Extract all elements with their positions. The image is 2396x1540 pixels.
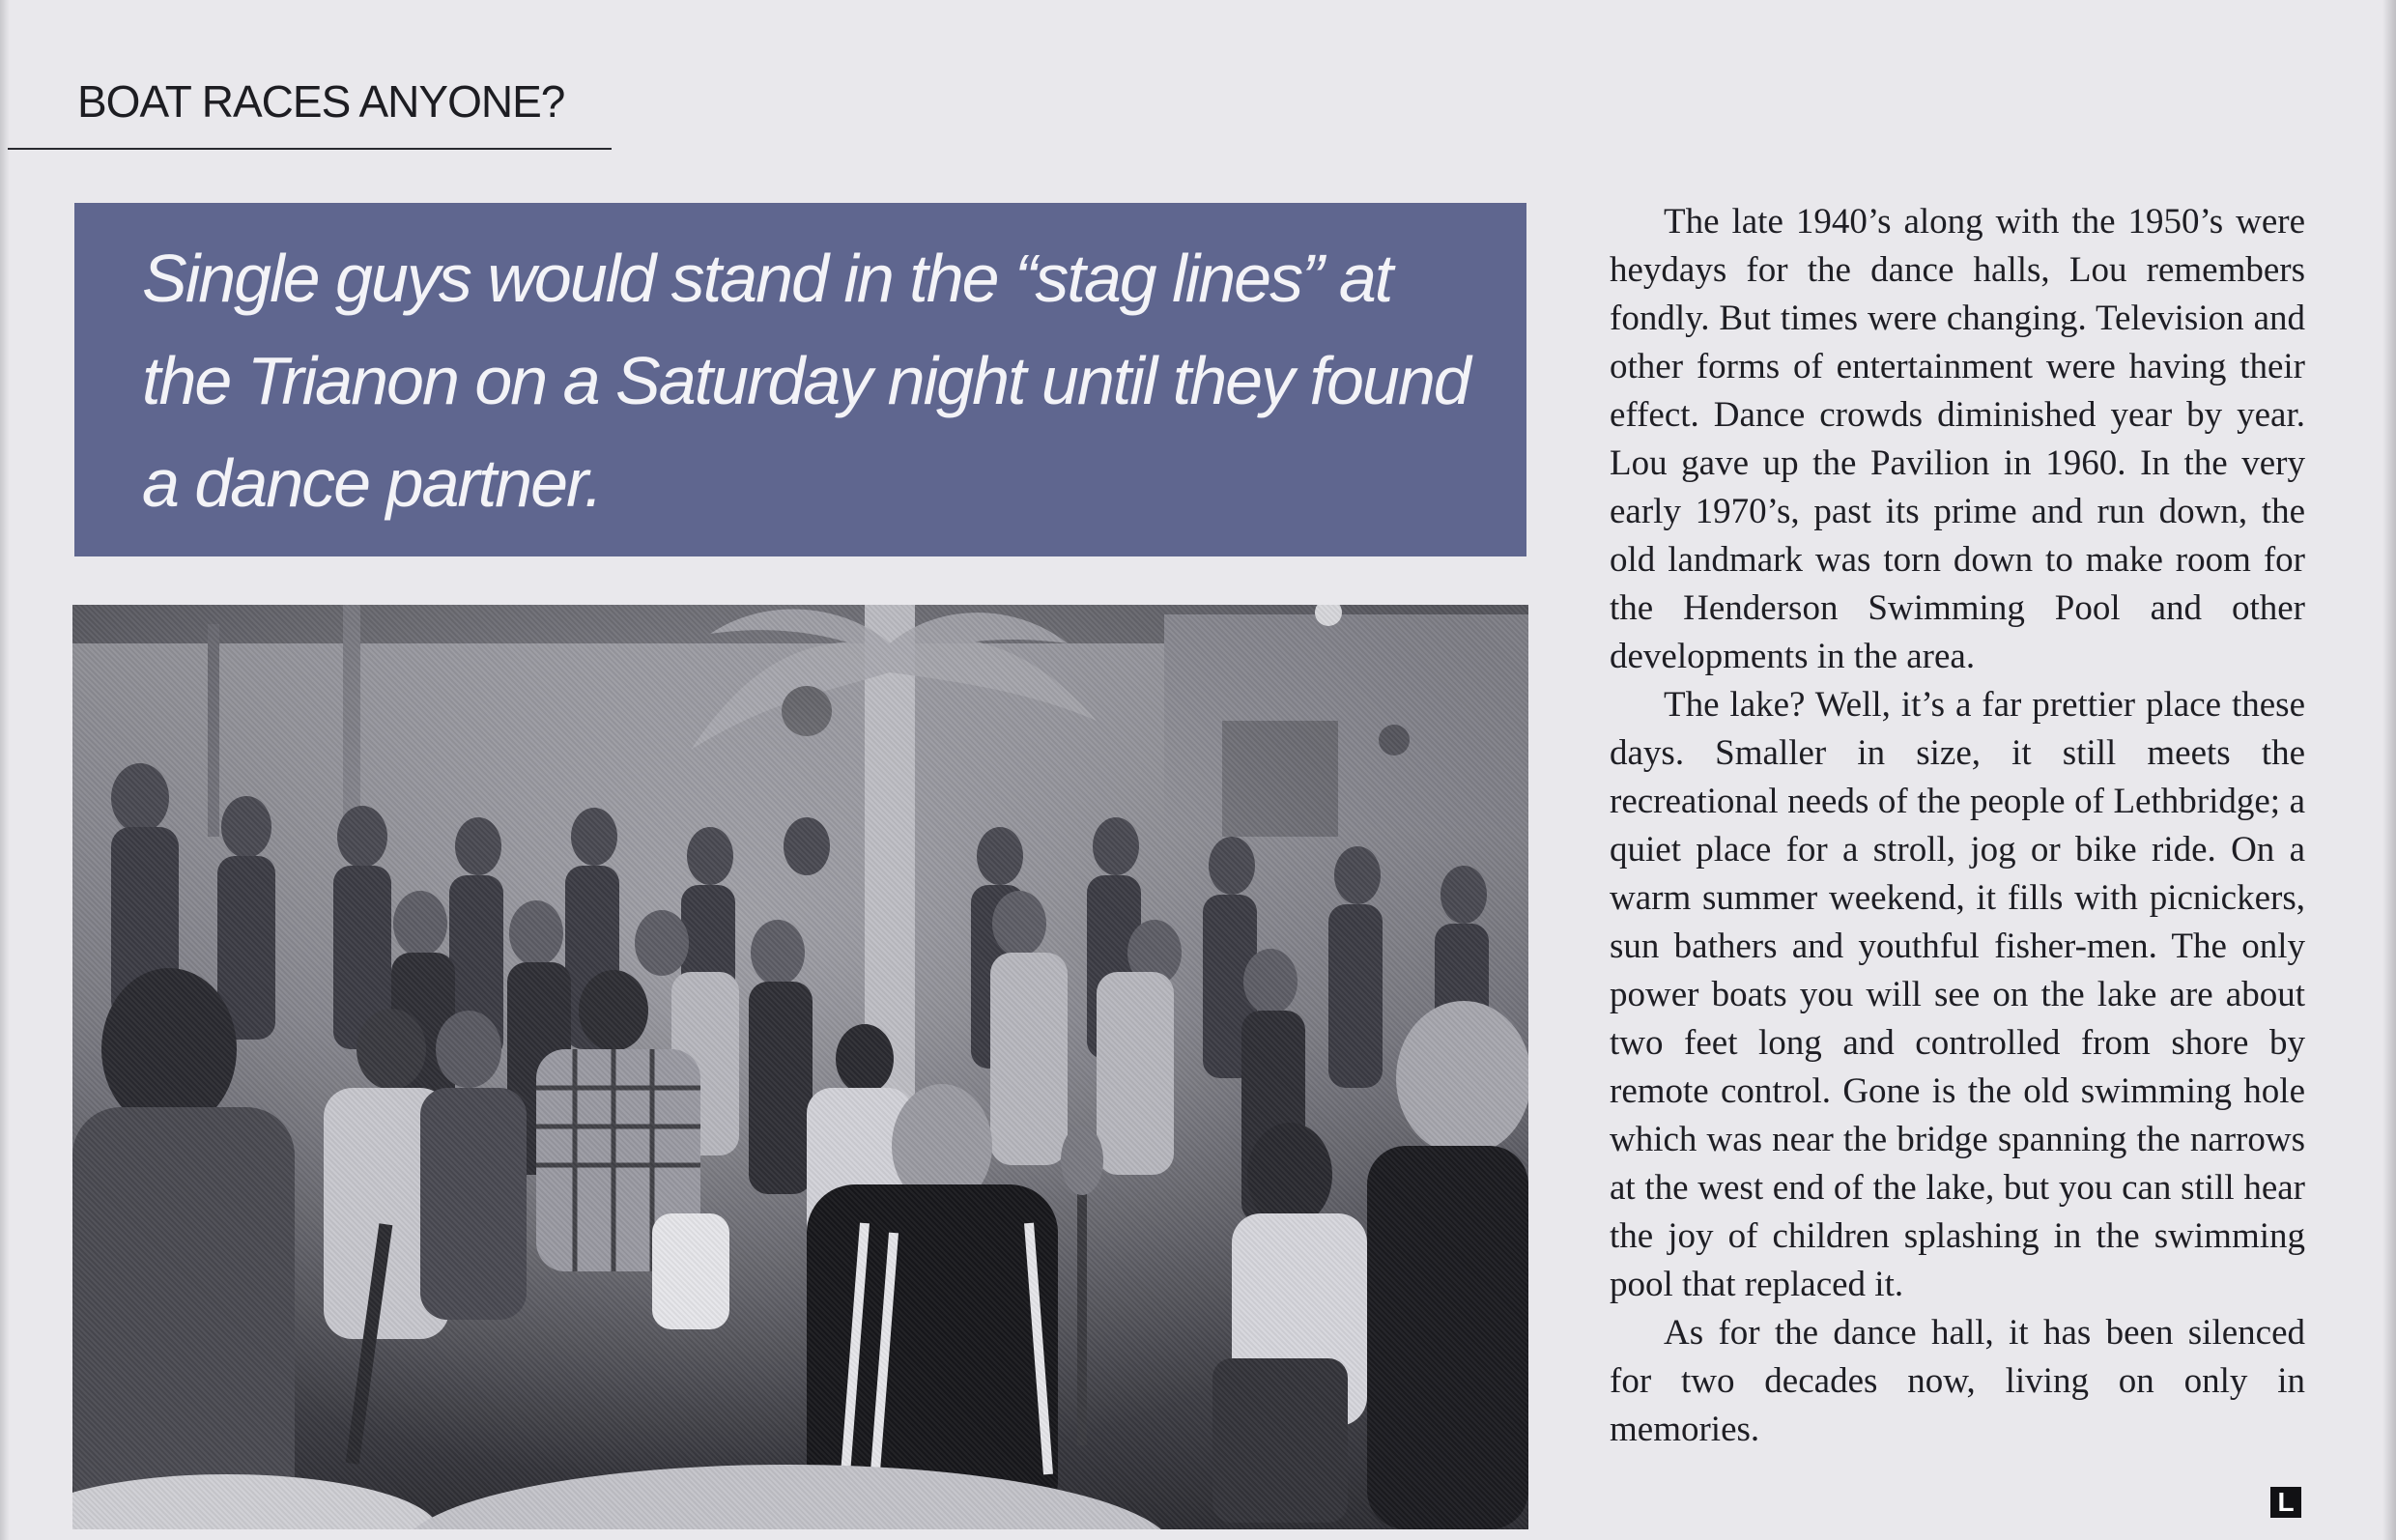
page-right-edge bbox=[2382, 0, 2396, 1540]
article-paragraph-1: The late 1940’s along with the 1950’s were heydays for the dance halls, Lou remembers fondly. But times were changing. Television and other forms of entertainment were having their effect. Dance crowds diminished year by year. Lou gave up the Pavilion in 1960. In the very early 1970’s, past its prime and run down, the old landmark was torn down to make room for the Henderson Swimming Pool and other developments in the area. bbox=[1610, 202, 2305, 676]
dance-hall-photo bbox=[72, 605, 1528, 1529]
article-paragraph-2: The lake? Well, it’s a far prettier place these days. Smaller in size, it still meets the recreational needs of the people of Lethbridge; a quiet place for a stroll, jog or bike ride. On a warm summer weekend, it fills with picnickers, sun bathers and youthful fisher-men. The only power boats you will see on the lake are about two feet long and controlled from shore by remote control. Gone is the old swimming hole which was near the bridge spanning the narrows at the west end of the lake, but you can still hear the joy of children splashing in the swimming pool that replaced it. bbox=[1610, 685, 2305, 1304]
photo-illustration bbox=[72, 605, 1528, 1529]
pull-quote-text: Single guys would stand in the “stag lines” at the Trianon on a Saturday night until they found a dance partner. bbox=[142, 241, 1469, 521]
header-rule bbox=[8, 148, 612, 150]
article-body bbox=[1610, 198, 2305, 1454]
end-of-article-mark: L bbox=[2270, 1487, 2301, 1518]
pull-quote-box bbox=[74, 203, 1526, 556]
section-header: BOAT RACES ANYONE? bbox=[77, 76, 565, 127]
article-paragraph-3: As for the dance hall, it has been silenced for two decades now, living on only in memories. bbox=[1610, 1313, 2305, 1449]
page-left-edge bbox=[0, 0, 10, 1540]
